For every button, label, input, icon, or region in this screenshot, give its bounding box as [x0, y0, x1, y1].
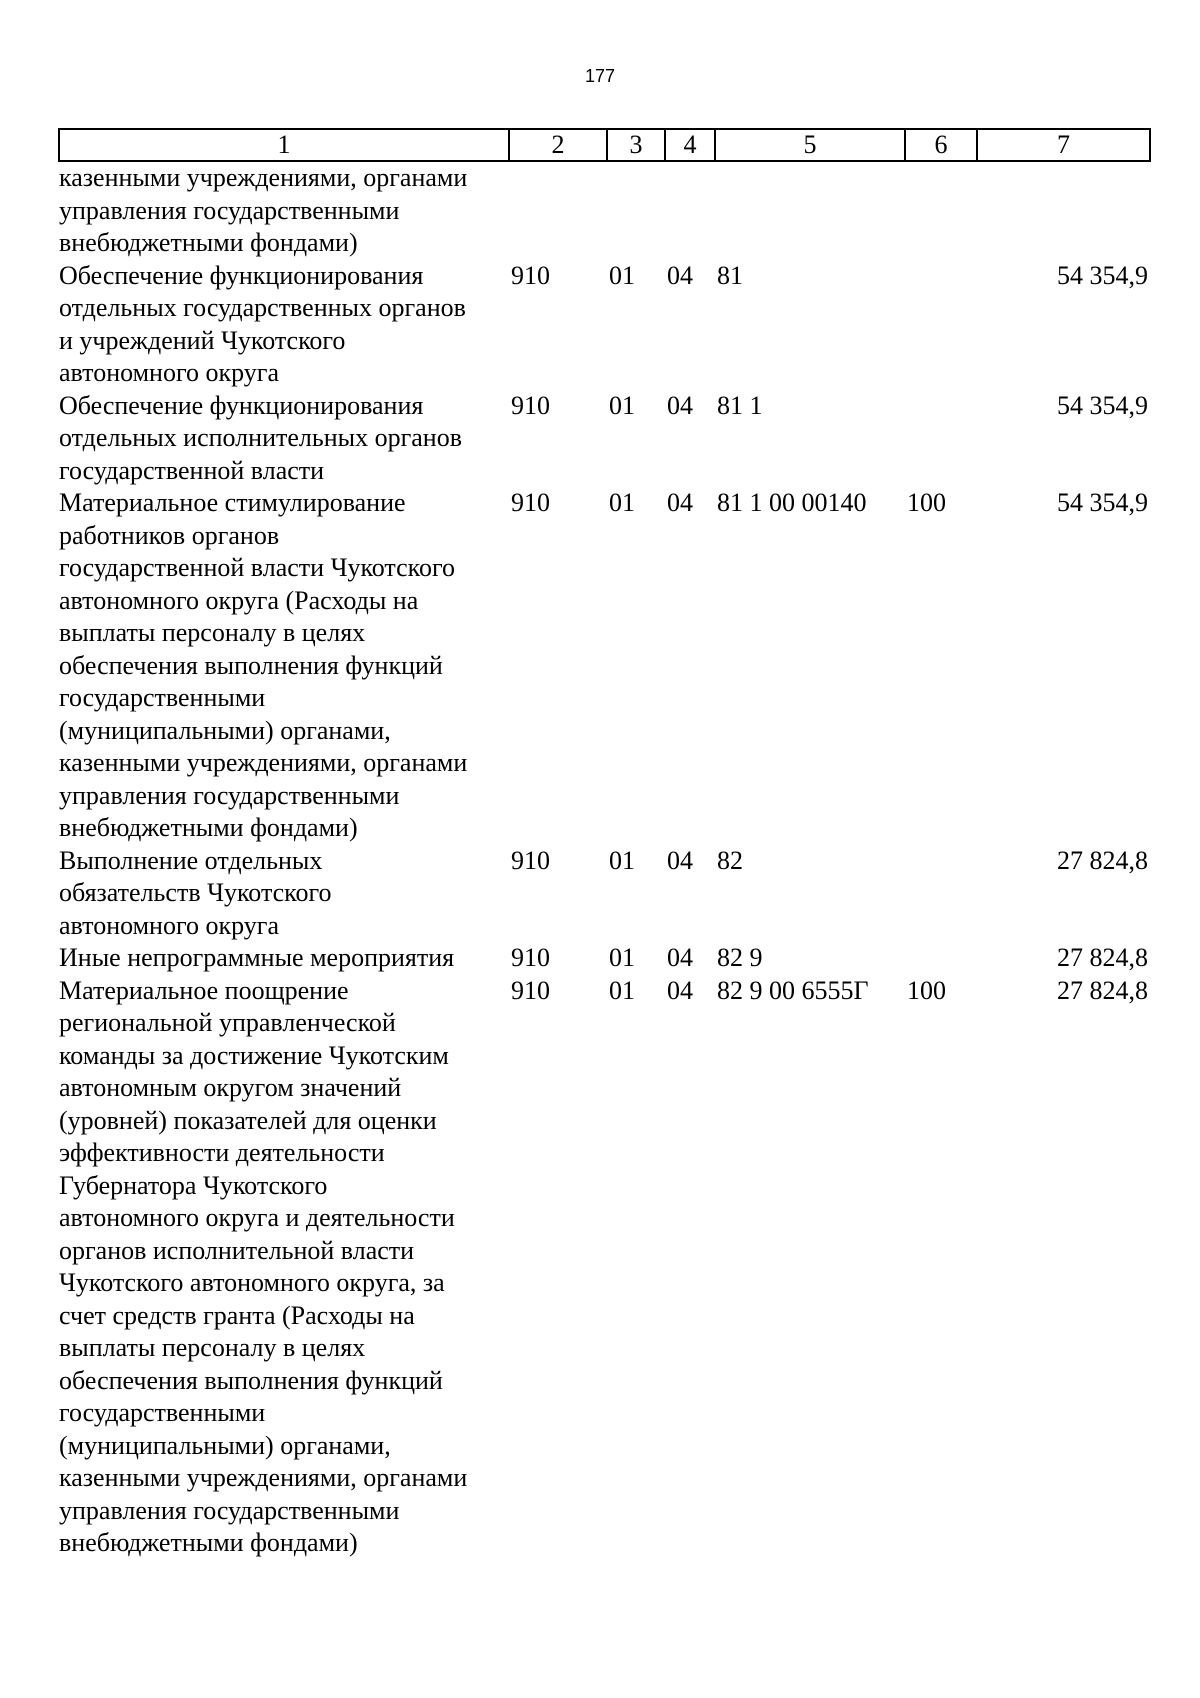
row-amount: [977, 161, 1150, 260]
row-subsection-code: 04: [667, 488, 693, 517]
description-line: государственными: [59, 1398, 266, 1427]
row-admin-code: [509, 161, 607, 260]
row-target-article: 82 9: [717, 943, 763, 972]
description-line: Губернатора Чукотского: [59, 1170, 328, 1200]
table-header: [59, 129, 1150, 161]
row-section-code: 01: [609, 943, 635, 972]
description-line: государственной власти: [59, 455, 325, 485]
row-expense-type: [905, 942, 977, 975]
description-line: и учреждений Чукотского: [59, 325, 346, 355]
row-admin-code: 910: [511, 943, 550, 972]
description-line: государственными: [59, 683, 266, 712]
row-target-article: 81 1: [717, 390, 763, 420]
description-line: автономного округа (Расходы на: [59, 585, 419, 615]
description-line: Материальное поощрение: [59, 975, 349, 1005]
description-line: (муниципальными) органами,: [59, 715, 391, 745]
description-line: управления государственными: [59, 195, 400, 225]
row-amount: 27 824,8: [1057, 943, 1148, 972]
row-subsection-code: 04: [667, 845, 693, 875]
row-target-article: [715, 161, 905, 260]
row-amount: 27 824,8: [1057, 975, 1148, 1005]
description-line: Обеспечение функционирования: [59, 260, 424, 290]
row-subsection-code: 04: [667, 943, 693, 972]
description-line: счет средств гранта (Расходы на: [59, 1300, 415, 1330]
description-line: обеспечения выполнения функций: [59, 1365, 443, 1395]
column-header-6: 6: [905, 129, 977, 161]
page-number: 177: [584, 66, 616, 86]
row-target-article: 82 9 00 6555Г: [717, 975, 869, 1005]
row-description: [59, 161, 509, 260]
description-line: Обеспечение функционирования: [59, 390, 424, 420]
description-line: Чукотского автономного округа, за: [59, 1268, 445, 1297]
row-section-code: 01: [609, 390, 635, 420]
column-header-3: 3: [607, 129, 665, 161]
row-subsection-code: [665, 161, 715, 260]
table-row: [59, 390, 1150, 488]
description-line: автономного округа: [59, 910, 279, 940]
row-section-code: 01: [609, 488, 635, 517]
row-description: [59, 975, 509, 1560]
row-admin-code: 910: [511, 390, 550, 420]
row-expense-type: 100: [907, 975, 946, 1005]
row-amount: 54 354,9: [1057, 488, 1148, 517]
description-line: казенными учреждениями, органами: [59, 748, 468, 777]
table-row: [59, 161, 1150, 260]
row-expense-type: 100: [907, 488, 946, 517]
row-amount: 54 354,9: [1057, 390, 1148, 420]
table-row: [59, 942, 1150, 975]
description-line: автономного округа и деятельности: [59, 1203, 455, 1232]
header-row: [59, 129, 1150, 161]
column-header-1: 1: [59, 129, 509, 161]
row-admin-code: 910: [511, 488, 550, 517]
row-target-article: 81: [717, 260, 743, 290]
row-target-article: 81 1 00 00140: [717, 488, 867, 517]
row-admin-code: 910: [511, 260, 550, 290]
row-admin-code: 910: [511, 845, 550, 875]
row-expense-type: [905, 260, 977, 390]
description-line: Иные непрограммные мероприятия: [59, 943, 455, 972]
description-line: внебюджетными фондами): [59, 813, 358, 842]
description-line: управления государственными: [59, 1495, 400, 1525]
row-section-code: 01: [609, 260, 635, 290]
row-expense-type: [905, 845, 977, 943]
description-line: автономным округом значений: [59, 1073, 402, 1102]
description-line: отдельных государственных органов: [59, 293, 466, 322]
table-row: [59, 975, 1150, 1560]
description-line: Материальное стимулирование: [59, 488, 406, 517]
description-line: работников органов: [59, 520, 280, 550]
description-line: обязательств Чукотского: [59, 878, 332, 907]
description-line: отдельных исполнительных органов: [59, 423, 462, 452]
table-row: [59, 845, 1150, 943]
row-amount: 54 354,9: [1057, 260, 1148, 290]
description-line: региональной управленческой: [59, 1008, 396, 1037]
description-line: выплаты персоналу в целях: [59, 1333, 366, 1362]
row-section-code: 01: [609, 975, 635, 1005]
description-line: (уровней) показателей для оценки: [59, 1105, 437, 1135]
column-header-2: 2: [509, 129, 607, 161]
row-expense-type: [905, 161, 977, 260]
description-line: автономного округа: [59, 358, 279, 387]
row-target-article: 82: [717, 845, 743, 875]
description-line: внебюджетными фондами): [59, 228, 358, 257]
table-row: [59, 487, 1150, 845]
description-line: внебюджетными фондами): [59, 1528, 358, 1557]
description-line: обеспечения выполнения функций: [59, 650, 443, 680]
description-line: государственной власти Чукотского: [59, 553, 455, 582]
row-section-code: [607, 161, 665, 260]
description-line: эффективности деятельности: [59, 1138, 385, 1167]
row-expense-type: [905, 390, 977, 488]
description-line: казенными учреждениями, органами: [59, 1463, 468, 1492]
row-description: [59, 845, 509, 943]
row-section-code: 01: [609, 845, 635, 875]
row-subsection-code: 04: [667, 975, 693, 1005]
row-subsection-code: 04: [667, 390, 693, 420]
description-line: выплаты персоналу в целях: [59, 618, 366, 647]
column-header-7: 7: [977, 129, 1150, 161]
description-line: управления государственными: [59, 780, 400, 810]
row-description: [59, 487, 509, 845]
row-admin-code: 910: [511, 975, 550, 1005]
row-description: [59, 942, 509, 975]
budget-table: [58, 128, 1151, 1560]
table-row: [59, 260, 1150, 390]
table-body: [59, 161, 1150, 1560]
row-amount: 27 824,8: [1057, 845, 1148, 875]
column-header-5: 5: [715, 129, 905, 161]
row-description: [59, 260, 509, 390]
row-description: [59, 390, 509, 488]
description-line: казенными учреждениями, органами: [59, 163, 468, 192]
row-subsection-code: 04: [667, 260, 693, 290]
description-line: команды за достижение Чукотским: [59, 1040, 449, 1070]
description-line: Выполнение отдельных: [59, 845, 323, 875]
column-header-4: 4: [665, 129, 715, 161]
description-line: органов исполнительной власти: [59, 1235, 415, 1265]
description-line: (муниципальными) органами,: [59, 1430, 391, 1460]
